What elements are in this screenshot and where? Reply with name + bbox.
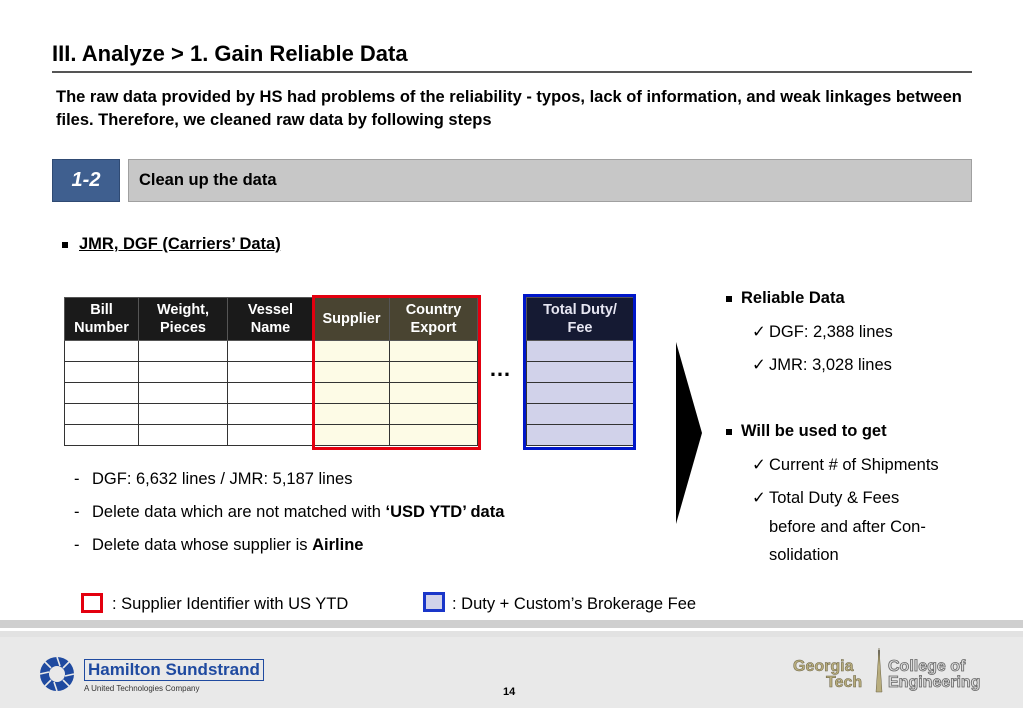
table-row [527,425,634,446]
table-cell [139,425,228,446]
checkmark-icon: ✓ [752,323,766,341]
page-number: 14 [503,686,516,698]
table-cell [314,341,390,362]
checkmark-icon: ✓ [752,456,766,474]
square-bullet-icon [62,242,68,248]
carriers-data-table [64,297,478,446]
company-tagline: A United Technologies Company [84,684,200,693]
table-cell [527,404,634,425]
table-cell [390,341,478,362]
table-cell [139,404,228,425]
table-row [527,383,634,404]
table-cell [65,425,139,446]
table-cell [228,341,314,362]
note-line-counts: - DGF: 6,632 lines / JMR: 5,187 lines [74,470,353,488]
college-name-line-1: College of [888,658,966,675]
column-header-total-duty-fee: Total Duty/ Fee [527,298,634,341]
table-cell [314,383,390,404]
carriers-data-heading: JMR, DGF (Carriers’ Data) [79,235,281,253]
table-row [65,362,478,383]
company-name: Hamilton Sundstrand [84,659,264,681]
table-cell [390,404,478,425]
table-cell [65,404,139,425]
table-cell [314,404,390,425]
table-cell [527,425,634,446]
table-row [65,404,478,425]
checkmark-icon: ✓ [752,356,766,374]
table-cell [228,383,314,404]
page-title: III. Analyze > 1. Gain Reliable Data [52,41,408,66]
table-header-row [65,298,478,341]
column-header-weight-pieces: Weight, Pieces [139,298,228,341]
step-title: Clean up the data [139,171,277,189]
legend-red-swatch [81,593,103,613]
table-cell [139,383,228,404]
table-cell [527,383,634,404]
footer-band [0,620,1023,628]
square-bullet-icon [726,296,732,302]
table-row [65,341,478,362]
college-name-line-2: Engineering [888,674,981,691]
school-name-line-2: Tech [826,674,863,691]
column-header-vessel-name: Vessel Name [228,298,314,341]
table-cell [228,362,314,383]
column-header-country-export: Country Export [390,298,478,341]
note-usd-ytd: - Delete data which are not matched with ‘USD YTD’ data [74,503,505,521]
table-cell [390,362,478,383]
step-title-bar [128,159,972,202]
legend-blue-label: : Duty + Custom’s Brokerage Fee [452,595,697,613]
table-cell [314,425,390,446]
column-header-supplier: Supplier [314,298,390,341]
intro-text: The raw data provided by HS had problems of the reliability - typos, lack of information, and weak linkages between files. Therefore, we cleaned raw data by following steps [56,88,962,129]
table-cell [390,425,478,446]
chevron-right-arrow-icon [676,342,702,524]
note-airline: - Delete data whose supplier is Airline [74,536,364,554]
hamilton-sundstrand-logo-icon [38,655,76,693]
reliable-item-jmr: JMR: 3,028 lines [769,356,892,374]
table-cell [228,425,314,446]
table-row [527,341,634,362]
table-cell [139,362,228,383]
step-number-badge: 1-2 [52,159,120,202]
legend-blue-swatch [423,592,445,612]
table-cell [65,341,139,362]
table-header-row [527,298,634,341]
table-row [65,383,478,404]
more-columns-ellipsis: … [489,356,511,381]
square-bullet-icon [726,429,732,435]
table-cell [139,341,228,362]
title-divider [52,71,972,73]
reliable-data-heading: Reliable Data [741,289,845,307]
table-cell [390,383,478,404]
table-row [527,362,634,383]
table-cell [228,404,314,425]
table-cell [65,383,139,404]
usage-item-shipments: Current # of Shipments [769,456,939,474]
reliable-item-dgf: DGF: 2,388 lines [769,323,893,341]
column-header-bill-number: Bill Number [65,298,139,341]
table-cell [314,362,390,383]
usage-item-duty-fees: Total Duty & Fees before and after Con- solidation [769,489,926,564]
usage-heading: Will be used to get [741,422,887,440]
checkmark-icon: ✓ [752,489,766,507]
duty-fee-table [526,297,634,446]
table-row [65,425,478,446]
table-cell [527,341,634,362]
table-cell [65,362,139,383]
school-name-line-1: Georgia [793,658,854,675]
table-cell [527,362,634,383]
table-row [527,404,634,425]
legend-red-label: : Supplier Identifier with US YTD [112,595,349,613]
